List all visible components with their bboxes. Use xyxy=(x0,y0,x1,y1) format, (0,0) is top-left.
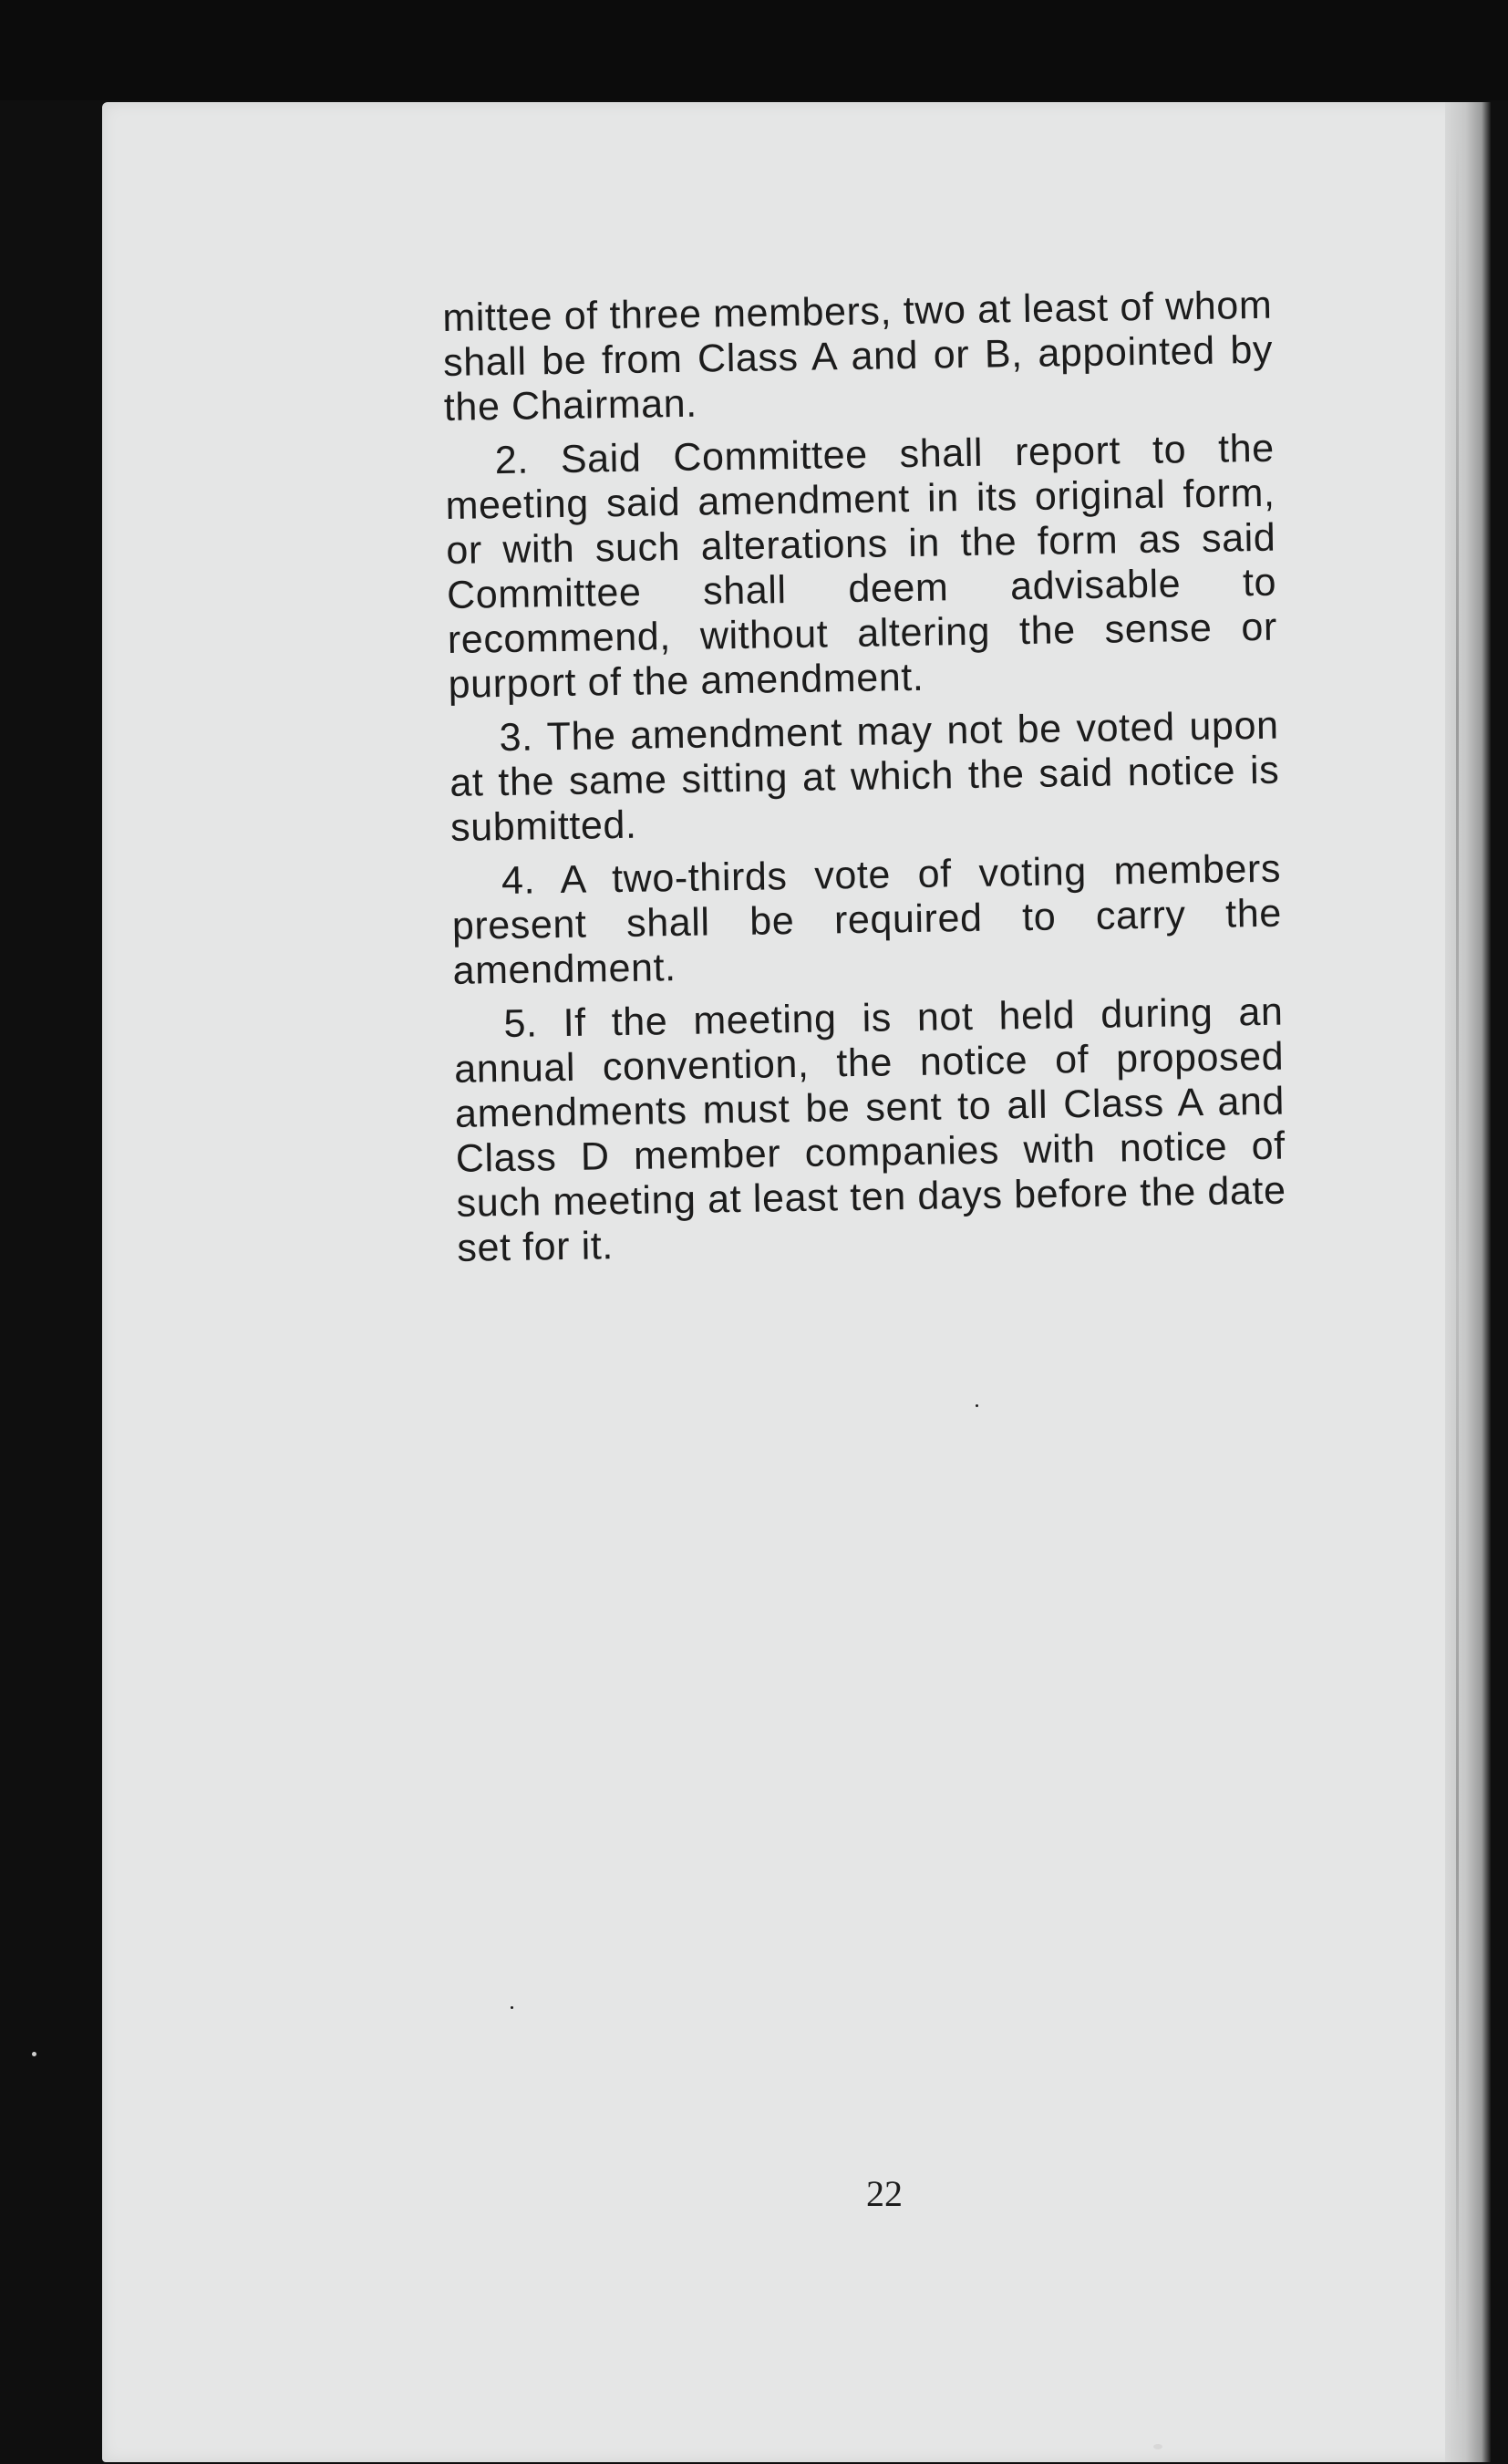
page-number: 22 xyxy=(866,2173,903,2214)
page-binding-line xyxy=(1456,137,1459,2417)
paragraph-item-2: 2. Said Committee shall report to the meeting said amendment in its original form, or with such alterations in the form as said Committee shall deem advisable to recommend, without altering the sense or purport of the amendment. xyxy=(445,426,1278,707)
scan-speck xyxy=(1153,2444,1162,2449)
paragraph-item-5: 5. If the meeting is not held during an annual convention, the notice of proposed amendments must be sent to all Class A and Class D member companies with notice of such meeting at least ten days before the date set for it. xyxy=(453,989,1286,1270)
paragraph-item-4: 4. A two-thirds vote of voting members present shall be required to carry the amendment. xyxy=(451,846,1283,993)
page-body-text xyxy=(442,284,1287,1280)
paragraph-continuation: mittee of three members, two at least of whom shall be from Class A and or B, appointed by the Chairman. xyxy=(442,283,1274,430)
scan-background xyxy=(0,0,1508,100)
scan-speck xyxy=(976,1404,978,1407)
scan-speck xyxy=(32,2052,36,2056)
page-gutter-shadow xyxy=(1445,102,1491,2462)
scan-speck xyxy=(511,2006,513,2009)
paragraph-item-3: 3. The amendment may not be voted upon at the same sitting at which the said notice is submitted. xyxy=(449,703,1280,850)
